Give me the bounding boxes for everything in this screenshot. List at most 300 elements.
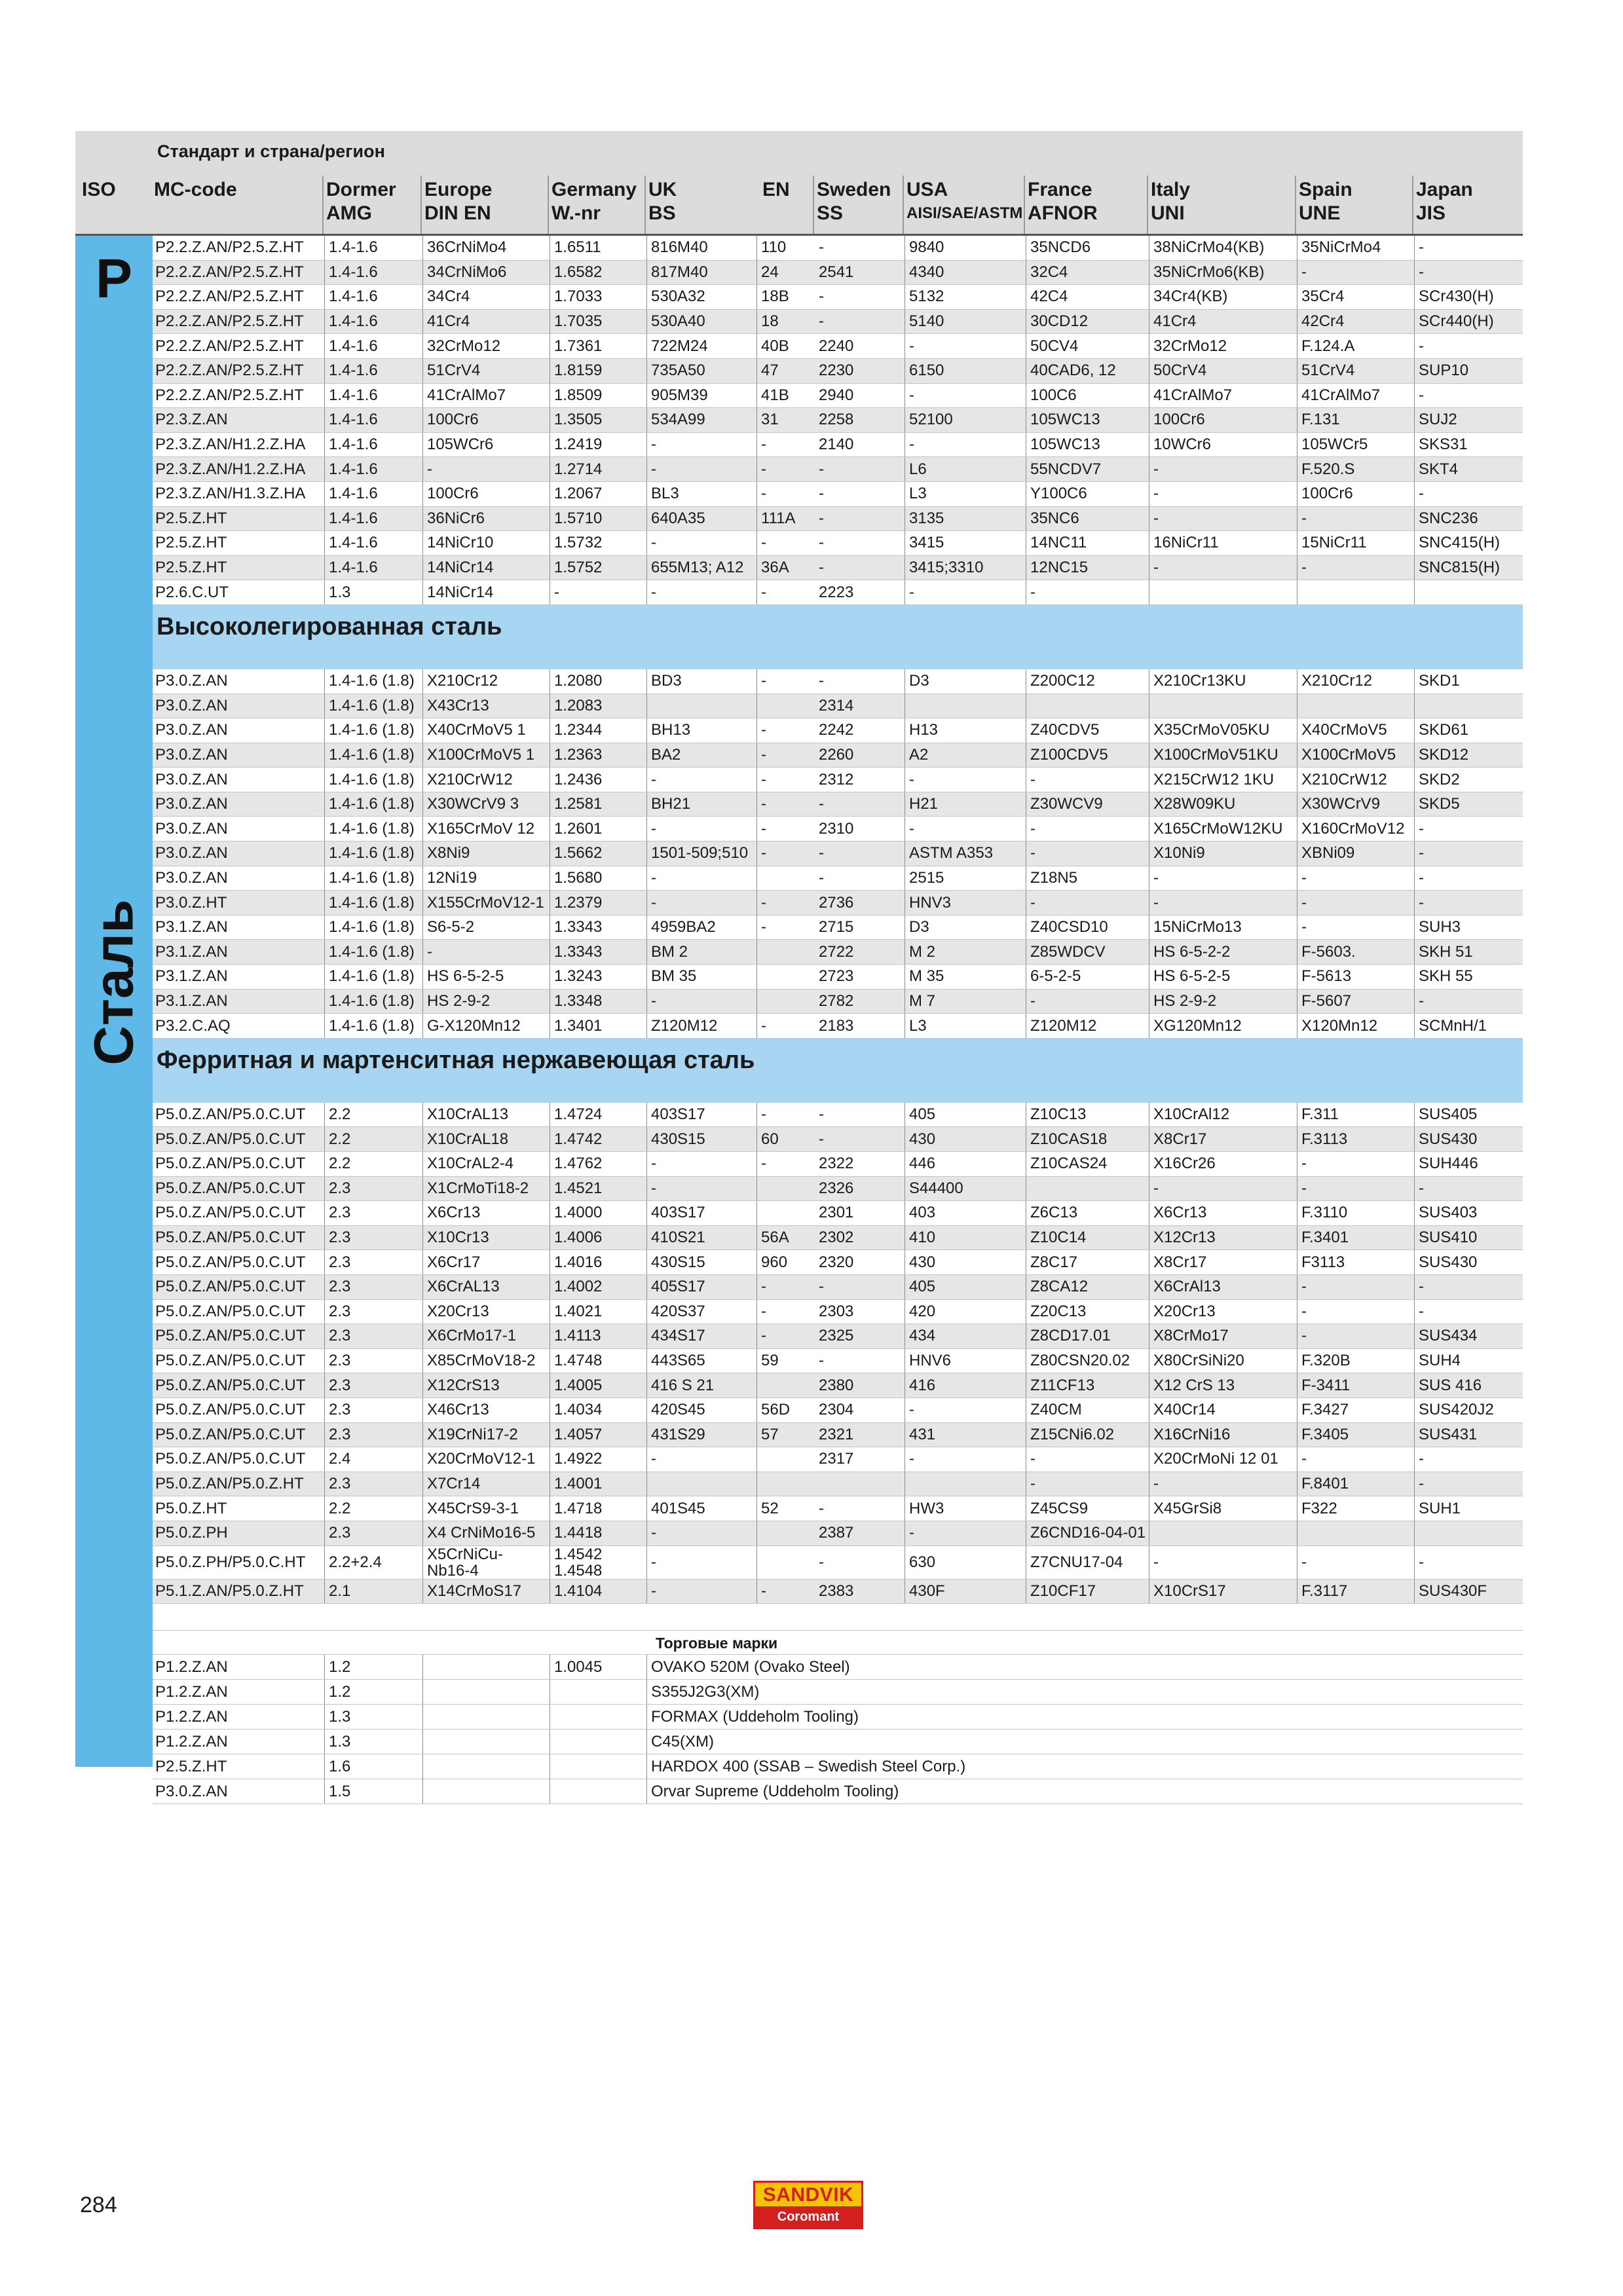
cell-dormer-amg [324, 768, 422, 792]
table-row [153, 1496, 1523, 1521]
cell-text: Z15CNi6.02 [1030, 1425, 1115, 1443]
cell-text: 1.4-1.6 [329, 386, 378, 404]
cell-text: X10CrAL13 [427, 1105, 509, 1124]
cell-une [1297, 1580, 1414, 1604]
cell-text: 1.5752 [554, 559, 603, 577]
cell-ss [815, 718, 905, 743]
cell-uni [1149, 1177, 1297, 1201]
cell-din-en [422, 1177, 550, 1201]
cell-text: H21 [909, 795, 939, 813]
cell-ss [815, 965, 905, 989]
header-column-subtitle: UNI [1151, 202, 1185, 224]
cell-text: - [1030, 1475, 1035, 1493]
cell-en [756, 1324, 815, 1348]
cell-mc-code [153, 1250, 324, 1274]
cell-text: 2183 [819, 1016, 854, 1035]
cell-text: 2.3 [329, 1376, 351, 1394]
cell-text: P3.2.C.AQ [155, 1016, 231, 1035]
cell-text: - [761, 1278, 766, 1296]
cell-afnor [1026, 669, 1149, 694]
cell-text: C45(XM) [651, 1732, 715, 1750]
cell-mc-code [153, 891, 324, 915]
cell-text: 1.4-1.6 [329, 312, 378, 331]
cell-din-en [422, 842, 550, 866]
cell-en [756, 1423, 815, 1447]
table-row [153, 1275, 1523, 1300]
header-column [154, 178, 237, 202]
cell-bs [646, 1300, 756, 1324]
cell-uni [1149, 1580, 1297, 1604]
cell-dormer-amg [324, 507, 422, 531]
table-row [153, 1103, 1523, 1128]
cell-text: Z11CF13 [1030, 1376, 1095, 1394]
cell-text: 1.4-1.6 (1.8) [329, 745, 415, 764]
cell-text: - [651, 991, 656, 1010]
cell-une [1297, 1496, 1414, 1521]
cell-jis [1414, 556, 1523, 580]
cell-text: 410S21 [651, 1229, 705, 1247]
trade-w-nr [550, 1705, 646, 1729]
cell-text: SCr430(H) [1419, 287, 1494, 306]
cell-aisi [905, 556, 1026, 580]
cell-uni [1149, 718, 1297, 743]
cell-text: - [1030, 991, 1035, 1010]
header-column [762, 178, 790, 202]
cell-une [1297, 1177, 1414, 1201]
cell-mc-code [153, 408, 324, 432]
trade-name [646, 1655, 1523, 1679]
header-column [1416, 178, 1473, 225]
cell-bs [646, 1398, 756, 1422]
cell-w-nr [550, 718, 646, 743]
cell-dormer-amg [324, 261, 422, 285]
cell-din-en [422, 507, 550, 531]
cell-en [756, 359, 815, 383]
cell-text: F-5603. [1301, 942, 1356, 961]
table-row [153, 1250, 1523, 1275]
cell-text: 817M40 [651, 263, 708, 281]
cell-text: - [909, 819, 914, 838]
cell-afnor [1026, 1177, 1149, 1201]
cell-mc-code [153, 718, 324, 743]
cell-bs [646, 1373, 756, 1398]
cell-une [1297, 940, 1414, 964]
cell-en [756, 1398, 815, 1422]
cell-text: X210Cr12 [1301, 672, 1373, 690]
cell-text: HS 6-5-2-2 [1153, 942, 1231, 961]
cell-text: S44400 [909, 1179, 963, 1197]
cell-en [756, 408, 815, 432]
cell-w-nr [550, 1250, 646, 1274]
cell-aisi [905, 1300, 1026, 1324]
cell-ss [815, 940, 905, 964]
cell-text: 1.3243 [554, 967, 603, 986]
cell-text: 52 [761, 1499, 779, 1517]
cell-text: BM 2 [651, 942, 688, 961]
cell-text: 52100 [909, 411, 953, 429]
trade-empty-cell [422, 1754, 550, 1779]
cell-text: P5.0.Z.AN/P5.0.C.UT [155, 1155, 306, 1173]
cell-afnor [1026, 334, 1149, 358]
cell-text: 2736 [819, 893, 854, 912]
cell-text: - [819, 795, 824, 813]
cell-text: 100Cr6 [427, 485, 479, 503]
cell-jis [1414, 507, 1523, 531]
cell-en [756, 1103, 815, 1127]
cell-en [756, 694, 815, 718]
cell-bs [646, 990, 756, 1014]
cell-aisi [905, 694, 1026, 718]
cell-bs [646, 669, 756, 694]
cell-text: X20CrMoV12-1 [427, 1450, 536, 1468]
sandvik-coromant-logo [753, 2181, 863, 2229]
cell-text: - [1030, 819, 1035, 838]
cell-text: 1.4-1.6 (1.8) [329, 967, 415, 986]
header-column-title: Europe [424, 179, 493, 200]
cell-text: 1.4-1.6 (1.8) [329, 868, 415, 887]
cell-dormer-amg [324, 1580, 422, 1604]
cell-text: P5.0.Z.AN/P5.0.C.UT [155, 1401, 306, 1419]
cell-une [1297, 1472, 1414, 1496]
cell-w-nr [550, 817, 646, 841]
cell-text: 405 [909, 1278, 936, 1296]
cell-afnor [1026, 718, 1149, 743]
trade-empty-cell [422, 1779, 550, 1804]
cell-text: 41Cr4 [1153, 312, 1197, 331]
trade-amg [324, 1680, 422, 1704]
cell-ss [815, 1324, 905, 1348]
cell-text: - [761, 1155, 766, 1173]
cell-text: - [761, 770, 766, 788]
cell-dormer-amg [324, 1496, 422, 1521]
cell-mc-code [153, 261, 324, 285]
cell-text: X30WCrV9 [1301, 795, 1381, 813]
cell-text: Z10CAS18 [1030, 1130, 1108, 1148]
header-column [1028, 178, 1098, 225]
cell-uni [1149, 669, 1297, 694]
cell-uni [1149, 1349, 1297, 1373]
cell-text: - [1419, 868, 1424, 887]
cell-text: 2223 [819, 583, 854, 601]
cell-text: X6CrAl13 [1153, 1278, 1221, 1296]
cell-text: 100Cr6 [1153, 411, 1205, 429]
cell-une [1297, 891, 1414, 915]
cell-text: 722M24 [651, 337, 708, 355]
cell-aisi [905, 433, 1026, 457]
cell-text: - [1419, 1302, 1424, 1320]
trade-name [646, 1680, 1523, 1704]
cell-text: 3415;3310 [909, 559, 984, 577]
cell-jis [1414, 1398, 1523, 1422]
cell-text: 2.1 [329, 1582, 351, 1600]
cell-aisi [905, 866, 1026, 891]
cell-text: SUS430F [1419, 1582, 1487, 1600]
cell-en [756, 1014, 815, 1038]
cell-text: L3 [909, 1016, 927, 1035]
cell-jis [1414, 718, 1523, 743]
cell-mc-code [153, 1127, 324, 1151]
cell-text: - [1030, 1450, 1035, 1468]
cell-une [1297, 285, 1414, 309]
cell-text: SCMnH/1 [1419, 1016, 1487, 1035]
cell-text: P3.1.Z.AN [155, 991, 228, 1010]
cell-text: - [819, 1278, 824, 1296]
cell-bs [646, 580, 756, 604]
trade-row [153, 1754, 1523, 1779]
cell-uni [1149, 1275, 1297, 1299]
cell-text: HS 2-9-2 [427, 991, 491, 1010]
cell-text: X120Mn12 [1301, 1016, 1378, 1035]
header-column-divider [1147, 176, 1148, 236]
cell-text: - [554, 583, 559, 601]
cell-text: 2380 [819, 1376, 854, 1394]
cell-dormer-amg [324, 1447, 422, 1472]
cell-text: 1.4922 [554, 1450, 603, 1468]
cell-text: SKD1 [1419, 672, 1460, 690]
cell-ss [815, 1398, 905, 1422]
cell-text: 2782 [819, 991, 854, 1010]
cell-din-en [422, 1127, 550, 1151]
cell-text: 1.4-1.6 (1.8) [329, 1016, 415, 1035]
cell-text: 35NiCrMo4 [1301, 238, 1381, 257]
cell-text: SUJ2 [1419, 411, 1457, 429]
cell-uni [1149, 965, 1297, 989]
cell-text: 2.2 [329, 1105, 351, 1124]
cell-w-nr [550, 842, 646, 866]
table-row [153, 1324, 1523, 1349]
cell-text: 1.5680 [554, 868, 603, 887]
cell-text: 1.3 [329, 583, 351, 601]
table-row [153, 1300, 1523, 1325]
cell-din-en [422, 1423, 550, 1447]
cell-text: - [1419, 1475, 1424, 1493]
cell-aisi [905, 792, 1026, 817]
cell-ss [815, 457, 905, 481]
cell-afnor [1026, 310, 1149, 334]
cell-text: 1.4-1.6 (1.8) [329, 844, 415, 862]
cell-mc-code [153, 285, 324, 309]
cell-bs [646, 334, 756, 358]
cell-afnor [1026, 261, 1149, 285]
cell-text: 10WCr6 [1153, 435, 1212, 454]
cell-text: 105WC13 [1030, 435, 1100, 454]
cell-aisi [905, 669, 1026, 694]
cell-text: 50CrV4 [1153, 361, 1207, 380]
cell-text: F3113 [1301, 1253, 1345, 1271]
cell-text: 1.4034 [554, 1401, 603, 1419]
cell-text: P5.0.Z.AN/P5.0.C.UT [155, 1253, 306, 1271]
cell-text: 430S15 [651, 1253, 705, 1271]
cell-dormer-amg [324, 792, 422, 817]
cell-uni [1149, 1472, 1297, 1496]
cell-text: D3 [909, 918, 929, 936]
cell-mc-code [153, 556, 324, 580]
cell-ss [815, 842, 905, 866]
cell-ss [815, 768, 905, 792]
cell-aisi [905, 1580, 1026, 1604]
cell-text: 18B [761, 287, 789, 306]
cell-jis [1414, 580, 1523, 604]
cell-bs [646, 1423, 756, 1447]
cell-text: 41Cr4 [427, 312, 470, 331]
cell-une [1297, 916, 1414, 940]
cell-text: - [651, 460, 656, 478]
cell-text: BH21 [651, 795, 691, 813]
cell-text: 12NC15 [1030, 559, 1089, 577]
cell-text: - [1153, 460, 1159, 478]
cell-w-nr [550, 1177, 646, 1201]
table-row [153, 261, 1523, 286]
cell-w-nr [550, 580, 646, 604]
cell-din-en [422, 916, 550, 940]
cell-uni [1149, 792, 1297, 817]
cell-jis [1414, 694, 1523, 718]
cell-aisi [905, 384, 1026, 408]
cell-text: L3 [909, 485, 927, 503]
cell-mc-code [153, 236, 324, 260]
cell-text: 1.2419 [554, 435, 603, 454]
cell-text: SUS403 [1419, 1204, 1478, 1222]
cell-text: 443S65 [651, 1352, 705, 1370]
cell-text: - [819, 844, 824, 862]
cell-jis [1414, 1472, 1523, 1496]
cell-text: 431 [909, 1425, 936, 1443]
cell-en [756, 507, 815, 531]
cell-text: X35CrMoV05KU [1153, 721, 1270, 739]
cell-en [756, 1152, 815, 1176]
cell-text: 41CrAlMo7 [427, 386, 506, 404]
cell-en [756, 718, 815, 743]
cell-mc-code [153, 1324, 324, 1348]
cell-jis [1414, 916, 1523, 940]
cell-ss [815, 310, 905, 334]
cell-text: - [1301, 263, 1307, 281]
header-column-divider [1024, 176, 1025, 236]
cell-dormer-amg [324, 482, 422, 506]
header-column-divider [1295, 176, 1296, 236]
table-row [153, 334, 1523, 359]
header-top-label: Стандарт и страна/регион [157, 141, 385, 161]
cell-text: SKH 55 [1419, 967, 1473, 986]
cell-text: P3.1.Z.AN [155, 967, 228, 986]
cell-une [1297, 507, 1414, 531]
logo-subbrand: Coromant [755, 2206, 861, 2227]
cell-en [756, 940, 815, 964]
cell-uni [1149, 916, 1297, 940]
trade-row [153, 1680, 1523, 1705]
cell-text: X20CrMoNi 12 01 [1153, 1450, 1278, 1468]
cell-text: 2.3 [329, 1204, 351, 1222]
cell-bs [646, 1472, 756, 1496]
material-group-label: Сталь [83, 899, 145, 1065]
trade-amg [324, 1655, 422, 1679]
cell-text: Z6CND16-04-01 [1030, 1524, 1146, 1542]
cell-text: 2260 [819, 745, 854, 764]
cell-une [1297, 792, 1414, 817]
cell-aisi [905, 1152, 1026, 1176]
cell-text: 3415 [909, 534, 944, 552]
cell-une [1297, 359, 1414, 383]
cell-text: 2.3 [329, 1401, 351, 1419]
table-row [153, 866, 1523, 891]
cell-text: SUP10 [1419, 361, 1469, 380]
cell-din-en [422, 482, 550, 506]
cell-text: 1.4542 1.4548 [554, 1546, 603, 1579]
cell-text: 31 [761, 411, 779, 429]
cell-mc-code [153, 1103, 324, 1127]
cell-text: P5.0.Z.AN/P5.0.C.UT [155, 1352, 306, 1370]
cell-text: SCr440(H) [1419, 312, 1494, 331]
cell-en [756, 1447, 815, 1472]
cell-din-en [422, 556, 550, 580]
cell-mc-code [153, 990, 324, 1014]
cell-text: 2140 [819, 435, 854, 454]
cell-ss [815, 1127, 905, 1151]
cell-text: 530A40 [651, 312, 705, 331]
cell-text: X46Cr13 [427, 1401, 489, 1419]
cell-en [756, 384, 815, 408]
cell-text: 32CrMo12 [427, 337, 501, 355]
cell-din-en [422, 310, 550, 334]
cell-text: X10CrS17 [1153, 1582, 1226, 1600]
header-column-title: Sweden [817, 179, 891, 200]
table-row [153, 990, 1523, 1014]
cell-din-en [422, 531, 550, 555]
cell-ss [815, 891, 905, 915]
cell-text: P3.0.Z.AN [155, 696, 228, 714]
cell-jis [1414, 384, 1523, 408]
cell-afnor [1026, 866, 1149, 891]
iso-group-letter: P [95, 248, 133, 309]
cell-ss [815, 694, 905, 718]
cell-jis [1414, 1300, 1523, 1324]
cell-text: - [909, 583, 914, 601]
cell-text: P5.0.Z.AN/P5.0.C.UT [155, 1425, 306, 1443]
cell-bs [646, 743, 756, 768]
cell-mc-code [153, 1275, 324, 1299]
table-row [153, 743, 1523, 768]
cell-jis [1414, 768, 1523, 792]
cell-text: Z40CSD10 [1030, 918, 1108, 936]
cell-bs [646, 768, 756, 792]
cell-bs [646, 408, 756, 432]
cell-text: - [761, 435, 766, 454]
cell-uni [1149, 743, 1297, 768]
header-column-divider [322, 176, 324, 236]
cell-text: M 35 [909, 967, 944, 986]
cell-bs [646, 236, 756, 260]
cell-aisi [905, 768, 1026, 792]
cell-ss [815, 1275, 905, 1299]
cell-bs [646, 1447, 756, 1472]
cell-text: - [1419, 893, 1424, 912]
cell-text: 2715 [819, 918, 854, 936]
cell-text: 14NiCr10 [427, 534, 494, 552]
cell-text: 2302 [819, 1229, 854, 1247]
cell-dormer-amg [324, 940, 422, 964]
cell-text: 105WCr6 [427, 435, 494, 454]
cell-text: H13 [909, 721, 939, 739]
spacer-row [153, 1604, 1523, 1631]
cell-text: 35NCD6 [1030, 238, 1091, 257]
cell-w-nr [550, 1275, 646, 1299]
cell-text: 35NC6 [1030, 509, 1079, 527]
cell-text: X160CrMoV12 [1301, 819, 1405, 838]
cell-text: - [1301, 1450, 1307, 1468]
cell-text: 38NiCrMo4(KB) [1153, 238, 1265, 257]
cell-text: 47 [761, 361, 779, 380]
trade-empty-cell [422, 1680, 550, 1704]
